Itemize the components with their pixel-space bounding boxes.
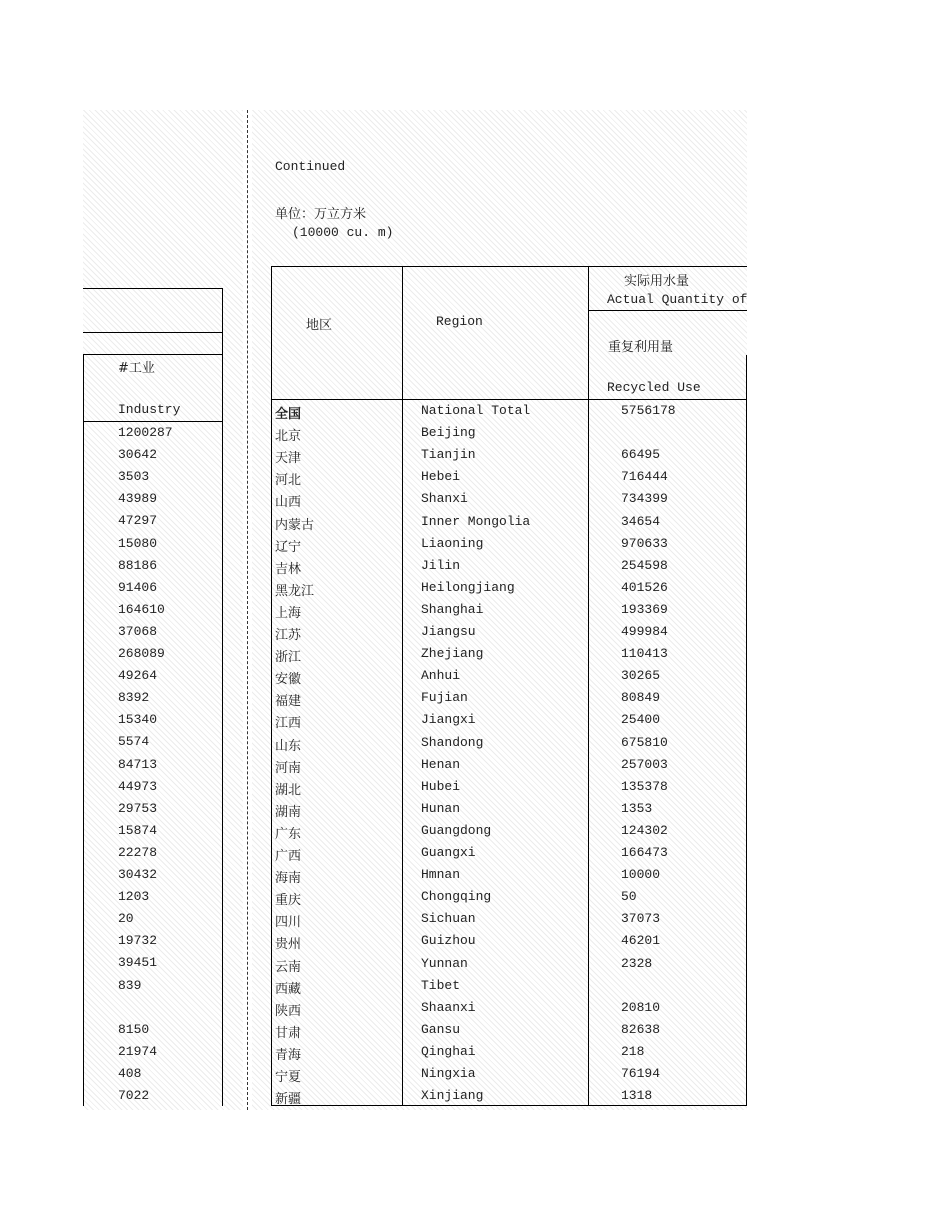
recycled-use-value: 124302 bbox=[621, 822, 668, 838]
region-name-cn: 安徽 bbox=[275, 672, 302, 688]
industry-value: 15080 bbox=[118, 535, 158, 551]
region-name-cn: 云南 bbox=[275, 959, 302, 975]
region-name-en: Sichuan bbox=[421, 911, 476, 927]
recycled-use-value: 37073 bbox=[621, 911, 661, 927]
region-name-en: Shanxi bbox=[421, 491, 468, 507]
region-name-cn: 山西 bbox=[275, 495, 302, 511]
region-name-en: Guizhou bbox=[421, 933, 476, 949]
table-row bbox=[271, 643, 747, 665]
region-name-cn: 河南 bbox=[275, 760, 302, 776]
region-name-cn: 宁夏 bbox=[275, 1070, 302, 1085]
region-name-cn: 浙江 bbox=[275, 650, 302, 666]
region-name-en: Fujian bbox=[421, 690, 468, 706]
table-row bbox=[271, 820, 747, 842]
table-row bbox=[271, 997, 747, 1019]
industry-value: 88186 bbox=[118, 557, 158, 573]
actual-quantity-header-en: Actual Quantity of bbox=[607, 292, 748, 307]
table-row bbox=[271, 444, 747, 466]
region-name-en: Gansu bbox=[421, 1021, 461, 1037]
table-row bbox=[271, 422, 747, 444]
region-name-en: Liaoning bbox=[421, 535, 484, 551]
industry-value: 30642 bbox=[118, 447, 158, 463]
region-name-cn: 江苏 bbox=[275, 628, 302, 643]
industry-value: 29753 bbox=[118, 800, 158, 816]
table-row bbox=[271, 577, 747, 599]
water-use-table bbox=[271, 266, 747, 1106]
region-name-cn: 福建 bbox=[275, 694, 302, 710]
table-row bbox=[271, 864, 747, 886]
recycled-use-value: 20810 bbox=[621, 999, 661, 1015]
region-name-en: Qinghai bbox=[421, 1043, 476, 1059]
industry-value: 3503 bbox=[118, 469, 150, 485]
industry-value: 8150 bbox=[118, 1021, 150, 1037]
region-name-en: Inner Mongolia bbox=[421, 513, 531, 529]
recycled-use-value: 135378 bbox=[621, 778, 668, 794]
industry-value: 22278 bbox=[118, 844, 158, 860]
actual-quantity-header-cn: 实际用水量 bbox=[624, 274, 690, 289]
industry-value: 839 bbox=[118, 977, 142, 993]
recycled-use-value: 82638 bbox=[621, 1021, 661, 1037]
region-name-cn: 黑龙江 bbox=[275, 583, 315, 599]
region-name-cn: 陕西 bbox=[275, 1003, 302, 1019]
recycled-use-header-en: Recycled Use bbox=[607, 380, 701, 395]
recycled-use-value: 80849 bbox=[621, 690, 661, 706]
table-row bbox=[271, 798, 747, 820]
left-table-right-border bbox=[222, 288, 223, 1106]
region-name-cn: 新疆 bbox=[275, 1092, 302, 1108]
industry-value: 30432 bbox=[118, 867, 158, 882]
region-header-en: Region bbox=[436, 314, 483, 329]
region-name-en: Jiangsu bbox=[421, 624, 476, 639]
recycled-use-value: 50 bbox=[621, 889, 637, 905]
region-name-en: Henan bbox=[421, 756, 461, 772]
region-name-cn: 广西 bbox=[275, 849, 302, 864]
region-name-cn: 四川 bbox=[275, 915, 302, 931]
region-name-en: Tibet bbox=[421, 977, 461, 993]
table-row bbox=[271, 555, 747, 577]
region-name-cn: 河北 bbox=[275, 473, 302, 489]
recycled-use-value: 46201 bbox=[621, 933, 661, 949]
table-row bbox=[271, 776, 747, 798]
region-name-cn: 北京 bbox=[275, 429, 302, 445]
industry-value: 268089 bbox=[118, 646, 165, 661]
recycled-use-value: 1353 bbox=[621, 800, 653, 816]
recycled-use-value: 193369 bbox=[621, 601, 668, 617]
region-name-en: Zhejiang bbox=[421, 646, 484, 662]
region-name-en: Hubei bbox=[421, 778, 461, 794]
table-row bbox=[271, 466, 747, 488]
table-row bbox=[271, 732, 747, 754]
recycled-use-value: 34654 bbox=[621, 513, 661, 529]
region-name-en: Hunan bbox=[421, 800, 461, 816]
industry-value: 49264 bbox=[118, 668, 158, 684]
actual-quantity-underline bbox=[588, 310, 747, 311]
region-name-en: Hmnan bbox=[421, 867, 461, 883]
table-row bbox=[271, 953, 747, 975]
recycled-use-value: 5756178 bbox=[621, 403, 676, 418]
region-name-en: Chongqing bbox=[421, 889, 492, 905]
recycled-use-value: 110413 bbox=[621, 646, 668, 662]
region-name-en: Anhui bbox=[421, 668, 461, 684]
industry-value: 5574 bbox=[118, 734, 150, 750]
industry-value: 15340 bbox=[118, 712, 158, 728]
industry-value: 84713 bbox=[118, 756, 158, 772]
recycled-use-header-cn: 重复利用量 bbox=[608, 340, 674, 355]
industry-value: 8392 bbox=[118, 690, 150, 706]
recycled-use-value: 218 bbox=[621, 1043, 645, 1059]
table-row bbox=[271, 400, 747, 422]
region-name-cn: 吉林 bbox=[275, 561, 302, 577]
table-row bbox=[271, 511, 747, 533]
table-row bbox=[271, 687, 747, 709]
table-row bbox=[271, 1085, 747, 1107]
recycled-use-value: 254598 bbox=[621, 557, 668, 573]
recycled-use-value: 10000 bbox=[621, 867, 661, 883]
region-name-cn: 内蒙古 bbox=[275, 517, 315, 533]
table-row bbox=[271, 665, 747, 687]
continued-label: Continued bbox=[275, 159, 346, 174]
table-row bbox=[271, 930, 747, 952]
region-name-cn: 湖北 bbox=[275, 782, 302, 798]
region-name-en: Ningxia bbox=[421, 1066, 476, 1081]
recycled-use-value: 716444 bbox=[621, 469, 668, 485]
region-name-cn: 天津 bbox=[275, 451, 302, 467]
recycled-use-value: 499984 bbox=[621, 624, 668, 639]
unit-label-cn: 单位：万立方米 bbox=[275, 207, 367, 222]
region-name-cn: 重庆 bbox=[275, 893, 302, 909]
recycled-use-value: 1318 bbox=[621, 1088, 653, 1104]
region-name-en: Heilongjiang bbox=[421, 579, 515, 595]
table-top-border bbox=[271, 266, 747, 267]
region-name-en: Guangxi bbox=[421, 845, 476, 860]
region-name-cn: 青海 bbox=[275, 1047, 302, 1063]
region-name-en: Shandong bbox=[421, 734, 484, 750]
region-name-cn: 山东 bbox=[275, 738, 302, 754]
region-name-en: Guangdong bbox=[421, 822, 492, 838]
region-name-en: Hebei bbox=[421, 469, 461, 485]
left-col-header-cn: #工业 bbox=[118, 361, 155, 376]
industry-value: 408 bbox=[118, 1065, 142, 1081]
table-row bbox=[271, 1041, 747, 1063]
industry-value: 1200287 bbox=[118, 425, 173, 440]
recycled-use-value: 675810 bbox=[621, 734, 668, 750]
region-name-cn: 全国 bbox=[275, 407, 302, 422]
table-row bbox=[271, 975, 747, 997]
region-name-en: Jilin bbox=[421, 557, 461, 573]
region-header-cn: 地区 bbox=[306, 318, 333, 333]
region-name-en: Xinjiang bbox=[421, 1088, 484, 1104]
table-row bbox=[271, 621, 747, 643]
region-name-en: National Total bbox=[421, 403, 531, 418]
industry-value: 37068 bbox=[118, 623, 158, 639]
industry-value: 91406 bbox=[118, 579, 158, 595]
left-table-line-3 bbox=[83, 354, 223, 355]
recycled-use-value: 401526 bbox=[621, 579, 668, 595]
industry-value: 43989 bbox=[118, 491, 158, 507]
region-name-cn: 上海 bbox=[275, 605, 302, 621]
region-name-cn: 辽宁 bbox=[275, 539, 302, 555]
region-name-en: Yunnan bbox=[421, 955, 468, 971]
industry-value: 39451 bbox=[118, 955, 158, 971]
recycled-use-value: 30265 bbox=[621, 668, 661, 684]
region-name-en: Tianjin bbox=[421, 447, 476, 463]
recycled-use-value: 2328 bbox=[621, 955, 653, 971]
table-row bbox=[271, 842, 747, 864]
recycled-use-value: 257003 bbox=[621, 756, 668, 772]
region-name-cn: 江西 bbox=[275, 716, 302, 732]
region-name-en: Jiangxi bbox=[421, 712, 476, 728]
page-break-divider bbox=[247, 110, 248, 1110]
left-table-left-border bbox=[83, 354, 84, 1106]
recycled-use-value: 970633 bbox=[621, 535, 668, 551]
industry-value: 47297 bbox=[118, 513, 158, 529]
left-col-header-en: Industry bbox=[118, 402, 181, 417]
table-row bbox=[271, 709, 747, 731]
region-name-en: Beijing bbox=[421, 425, 476, 441]
industry-value: 7022 bbox=[118, 1088, 150, 1103]
left-table-line-2 bbox=[83, 332, 223, 333]
left-table-top-line bbox=[83, 288, 223, 289]
table-row bbox=[271, 886, 747, 908]
recycled-use-value: 66495 bbox=[621, 447, 661, 463]
region-name-cn: 海南 bbox=[275, 871, 302, 887]
table-row bbox=[271, 599, 747, 621]
recycled-use-value: 76194 bbox=[621, 1066, 661, 1081]
industry-value: 15874 bbox=[118, 822, 158, 838]
left-table-header-bottom bbox=[83, 421, 223, 422]
region-name-cn: 广东 bbox=[275, 826, 302, 842]
region-name-cn: 贵州 bbox=[275, 937, 302, 953]
recycled-use-value: 25400 bbox=[621, 712, 661, 728]
region-name-cn: 甘肃 bbox=[275, 1025, 302, 1041]
industry-value: 164610 bbox=[118, 601, 165, 617]
region-name-en: Shaanxi bbox=[421, 999, 476, 1015]
table-row bbox=[271, 488, 747, 510]
table-row bbox=[271, 754, 747, 776]
region-name-cn: 湖南 bbox=[275, 804, 302, 820]
unit-label-en: (10000 cu. m) bbox=[292, 225, 394, 240]
industry-value: 21974 bbox=[118, 1043, 158, 1059]
recycled-use-value: 734399 bbox=[621, 491, 668, 507]
industry-value: 1203 bbox=[118, 889, 150, 905]
industry-value: 44973 bbox=[118, 778, 158, 794]
industry-value: 20 bbox=[118, 911, 134, 927]
table-row bbox=[271, 533, 747, 555]
table-row bbox=[271, 1019, 747, 1041]
table-row bbox=[271, 1063, 747, 1085]
table-row bbox=[271, 908, 747, 930]
region-name-en: Shanghai bbox=[421, 601, 484, 617]
recycled-use-value: 166473 bbox=[621, 845, 668, 860]
industry-value: 19732 bbox=[118, 933, 158, 949]
region-name-cn: 西藏 bbox=[275, 981, 302, 997]
